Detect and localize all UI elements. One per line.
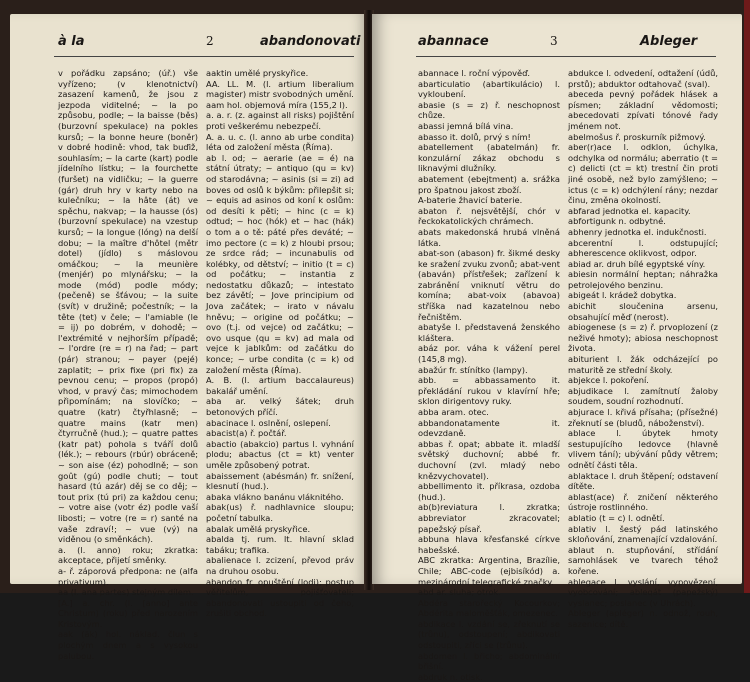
dictionary-entry: abiad ar. druh bílé egyptské víny. [568, 258, 706, 269]
dictionary-entry: abiogenese (s = z) ř. prvoplození (z neživé hmoty); abiosa neschopnost života. [568, 322, 718, 354]
dictionary-entry: abasso it. dolů, prvý s ním! [418, 131, 531, 142]
left-column-1 [58, 68, 198, 661]
dictionary-entry: abaka vláknо banánu vláknitého. [206, 491, 344, 502]
dictionary-entry: Ableger (apléger) n. odnož, rouh, sazenice; dítě. [568, 608, 718, 629]
dictionary-entry: a- ř. záporová předpona: ne (alfa privativum). [58, 565, 198, 587]
dictionary-entry: aak (äk) hol. náklad. člun s plochým dnem a s vysokou palubou. [58, 629, 198, 661]
dictionary-entry: ablaktace l. druh štěpení; odstavení dítěte. [568, 470, 718, 492]
dictionary-entry: aber(r)ace l. odklon, úchylka, odchylka od normálu; aberratio (t = c) delicti (ct = kt) trestní čin proti jiné osobě, než bylo zamýšleno; ~ ictus (c = k) odchýlení rány; nezdar činu, změna okolností. [568, 142, 718, 206]
dictionary-entry: v pořádku zapsáno; (úř.) vše vyřízeno; (v klenotnictví) zasazení kamenů, že jsou z jezpoda viditelné; ~ la po způsobu, podle; ~ la baisse (běs) (burzovní spekulace) na pokles kursů; ~ la bonne heure (boněr) v dobré hodině: vhod, tak buďiž, souhlasím; ~ la carte (kart) podle jídelního lístku; ~ la fourchette (furšet) na vidličku; ~ la guerre (gár) druh hry v karty nebo na kulečníku; ~ la hâte (át) ve spěchu, nakvap; ~ la hausse (ós) (burzovní spekulace) na vzestup kursů; ~ la longue (lóng) na delší dobu; ~ la maître d'hôtel (mětr dotel) (jídlo) s máslovou omáčkou; ~ la meunière (menjér) po mlynářsku; ~ la mode (mód) podle módy; (pečeně) se šťávou; ~ la suite (svít) v družině; počestník; ~ la tête (tet) v čele; ~ l'amiable (le = ij) po dobrém, v dohodě; ~ l'extrémité v nejhorším případě; ~ l'ordre (re = r) na řad; ~ part (pár) stranou; ~ payer (pejé) zaplatit; ~ prix fixe (pri fix) za pevnou cenu; ~ propos (propó) vhod, v pravý čas; mimochodem připomínám; na slovíčko; ~ quatre (katr) čtyřhlasně; ~ quatre mains (katr men) čtyrručně (hud.); ~ quatre pattes (katr pat) pohola s tváří dolů (lék.); ~ rebours (rbúr) obráceně; ~ son aise (éz) pohodlně; ~ son goût (gú) podle chuti; ~ tout hasard (tú azár) děj se co děj; ~ tout prix (tú pri) za každou cenu; ~ votre aise (votr éz) podle vaší libosti; ~ votre (re = r) santé na vaše zdraví!; ~ vue (vý) na viděnou (o směnkách). [58, 68, 198, 545]
dictionary-entry: A. a. u. c. (l. anno ab urbe condita) léta od založení města (Říma). [206, 131, 354, 153]
dictionary-entry: abandon fr. opuštění (lodi); postup věřitelům, pojišťovateli; abandonovati ustoupiti od čeho, zrušiti obchod. [206, 576, 354, 619]
header-rule [416, 56, 716, 57]
dictionary-entry: abbandonatamente it. odevzdaně. [418, 417, 560, 439]
dictionary-entry: abd ar. sluha; otrok. [418, 587, 502, 598]
dictionary-entry: ablegace l. vyslání, vypovězení, vyobcování; ableqát (papežský) vyslanec; poslanec (v Uhrách). [568, 576, 718, 608]
dictionary-entry: abatyše l. představená ženského kláštera. [418, 322, 560, 343]
dictionary-entry: A. B. (l. artium baccalaureus) bakalář umění. [206, 375, 354, 396]
left-column-2 [206, 68, 354, 619]
left-running-head-start: à la [58, 34, 85, 49]
dictionary-entry: abba aram. otec. [418, 407, 489, 417]
dictionary-entry: abacist(a) ř. počtář. [206, 428, 287, 439]
dictionary-entry: aba ar. velký šátek; druh betonových příčí. [206, 396, 354, 417]
dictionary-entry: abak(us) ř. nadhlavnice sloupu; početní tabulka. [206, 502, 354, 523]
dictionary-entry: abdukce l. odvedení, odtažení (údů, prstů); abduktor odtahovač (sval). [568, 68, 718, 89]
dictionary-entry: abelmošus ř. proskurník pižmový. [568, 131, 706, 142]
dictionary-entry: abaton ř. nejsvětější, chór v řeckokatolických chrámech. [418, 205, 560, 227]
dictionary-entry: abat-son (abason) fr. šikmé desky ke sražení zvuku zvonů; abat-vent (abaván) přístřešek; zařízení k zabránění vniknutí větru do komína; abat-voix (abavoa) stříška nad kazatelnou nebo řečništěm. [418, 248, 560, 322]
dictionary-entry: [A.] a. chr. (l. [anno] ante Christum) (roku) před narozením Kristovým. [58, 597, 198, 629]
dictionary-entry: abdruk n. otisk. [418, 671, 483, 682]
right-column-1 [418, 68, 560, 682]
dictionary-entry: abbas ř. opat; abbate it. mladší světský duchovní; abbé fr. duchovní (zvl. mladý nebo knězvychovatel). [418, 438, 560, 481]
dictionary-entry: ab l. od; ~ aerarie (ae = é) na státní útraty; ~ antiquo (qu = kv) od starodávna; ~ asinis (si = zi) ad boves od oslů k býkům: přilepšit si; ~ equis ad asinos od koní k oslům: od desíti k pěti; ~ hinc (c = k) odtud; ~ hoc (hók) et ~ hac (hák) o tom a o tě: páté přes deváté; ~ imo pectore (c = k) z hloubi prsou; ze srdce rád; ~ incunabulis od kolébky, od dětství; ~ initio (t = c) od počátku; ~ instantia z nedostatku důkazů; ~ intestato bez závětí; ~ Jove principium od Jova začátek; ~ irato v návalu hněvu; ~ origine od počátku; ~ ovo (t.j. od vejce) od začátku; ~ ovo usque (qu = kv) ad mala od vejce k jablkům: od začátku do konce; ~ urbe condita (c = k) od založení města (Říma). [206, 152, 354, 375]
dictionary-entry: abannace l. roční výpověď. [418, 68, 531, 78]
header-rule [54, 56, 354, 57]
dictionary-entry: ablaut n. stupňování, střídání samohlásek ve tvarech téhož kořene. [568, 544, 718, 576]
dictionary-entry: aa (l. ana partes) stejným dílem. [58, 587, 194, 598]
dictionary-entry: abacinace l. oslnění, oslepení. [206, 417, 331, 428]
dictionary-entry: abassi jemná bílá vina. [418, 120, 514, 131]
dictionary-entry: abjudikace l. zamítnutí žaloby soudem, soudní rozhodnutí. [568, 385, 718, 407]
dictionary-entry: a. a. r. (z. against all risks) pojištění proti veškerému nebezpečí. [206, 110, 354, 131]
dictionary-entry: aaktin umělé pryskyřice. [206, 68, 309, 78]
dictionary-entry: abbuna hlava křesťanské církve habešské. [418, 534, 560, 555]
right-running-head-end: Ableger [640, 34, 698, 49]
dictionary-entry: abfarad jednotka el. kapacity. [568, 205, 691, 216]
left-running-head-end: abandonovati [260, 34, 361, 49]
dictionary-entry: abb. = abbassamento it. překládání rukou v klavírní hře; sklon dirigentovy ruky. [418, 375, 560, 407]
dictionary-entry: AA. LL. M. (l. artium liberalium magister) mistr svobodných umění. [206, 78, 354, 100]
left-page [10, 14, 366, 661]
dictionary-entry: ablatio (t = c) l. odnětí. [568, 512, 665, 523]
dictionary-entry: abatellement (abatelmán) fr. konzulární zákaz obchodu s liknavými dlužníky. [418, 142, 560, 174]
dictionary-entry: Abdéra starořecký Kocourkov; Abdérita maloměšťák, omezenec. [418, 597, 560, 619]
dictionary-entry: ABC zkratka: Argentina, Brazílie, Chile; ABC-code (ejbisíkód) a. mezinárodní telegrafické značky. [418, 555, 560, 587]
dictionary-entry: ablace l. úbytek hmoty sestupujícího ledovce (hlavně vlivem tání); ubývání půdy větrem; odnětí části těla. [568, 428, 718, 470]
dictionary-entry: abalak umělá pryskyřice. [206, 523, 311, 534]
right-column-2 [568, 68, 718, 629]
right-page [372, 14, 742, 682]
dictionary-entry: ablast(ace) ř. zničení některého ústroje rostlinného. [568, 491, 718, 513]
dictionary-entry: abdikace l. vzdání se, zřeknutí se (trůnu), odstoupení; abdikovati odstoupiti, zříci se (trůnu). [418, 618, 560, 651]
dictionary-entry: abiesin normální heptan; náhražka petrolejového benzinu. [568, 269, 718, 290]
dictionary-entry: abats makedonská hrubá vlněná látka. [418, 226, 560, 248]
dictionary-entry: abatement (ebejtment) a. srážka pro špatnou jakost zboží. [418, 173, 560, 195]
dictionary-entry: A-baterie žhavicí baterie. [418, 195, 523, 206]
dictionary-entry: abažúr fr. stínítko (lampy). [418, 364, 528, 375]
dictionary-entry: abjekce l. pokoření. [568, 375, 649, 386]
dictionary-entry: abalda tj. rum. lt. hlavní sklad tabáku; trafika. [206, 534, 354, 555]
dictionary-entry: abactio (abakcio) partus l. vyhnání plodu; abactus (ct = kt) venter uměle způsobený potrat. [206, 438, 354, 470]
dictionary-entry: ablativ l. šestý pád latinského skloňování, znamenající vzdalování. [568, 523, 718, 545]
dictionary-entry: abjurace l. křivá přísaha; (přísežné) zřeknutí se (bludů, náboženství). [568, 407, 718, 428]
dictionary-entry: abbellimento it. příkrasa, ozdoba (hud.). [418, 481, 560, 502]
dictionary-entry: abarticulatio (abartikulácio) l. vykloubení. [418, 78, 560, 100]
right-running-head-start: abannace [418, 34, 489, 49]
dictionary-entry: abasie (s = z) ř. neschopnost chůze. [418, 99, 560, 121]
dictionary-entry: abaissement (abésmán) fr. snížení, klesnutí (hud.). [206, 470, 354, 492]
dictionary-entry: abalienace l. zcizení, převod práv na druhou osobu. [206, 555, 354, 576]
right-page-number: 3 [550, 34, 558, 48]
dictionary-entry: abdomen l. břicho; abdominální břišní. [418, 650, 560, 672]
dictionary-entry: abichit sloučenina arsenu, obsahující měď (nerost). [568, 301, 718, 322]
dictionary-entry: abigeát l. krádež dobytka. [568, 290, 677, 301]
dictionary-entry: aam hol. objemová míra (155,2 l). [206, 99, 348, 110]
dictionary-entry: abáz por. váha k vážení perel (145,8 mg). [418, 343, 560, 365]
dictionary-entry: ab(b)reviatura l. zkratka; abbreviator zkracovatel; papežský písař. [418, 502, 560, 534]
dictionary-entry: abeceda pevný pořádek hlásek a písmen; základní vědomosti; abecedovati zpívati tónové řady jménem not. [568, 89, 718, 131]
dictionary-entry: a. (l. anno) roku; zkratka: akceptace, přijetí směnky. [58, 544, 198, 566]
dictionary-entry: abhenry jednotka el. indukčnosti. [568, 226, 707, 237]
dictionary-entry: abcerentní l. odstupující; abherescence oklikvost, odpor. [568, 237, 718, 259]
book-cover-edge [744, 0, 750, 593]
left-page-number: 2 [206, 34, 214, 48]
dictionary-entry: abfortigunk n. odbytné. [568, 216, 666, 227]
dictionary-entry: abiturient l. žák odcházející po maturitě ze střední školy. [568, 354, 718, 375]
